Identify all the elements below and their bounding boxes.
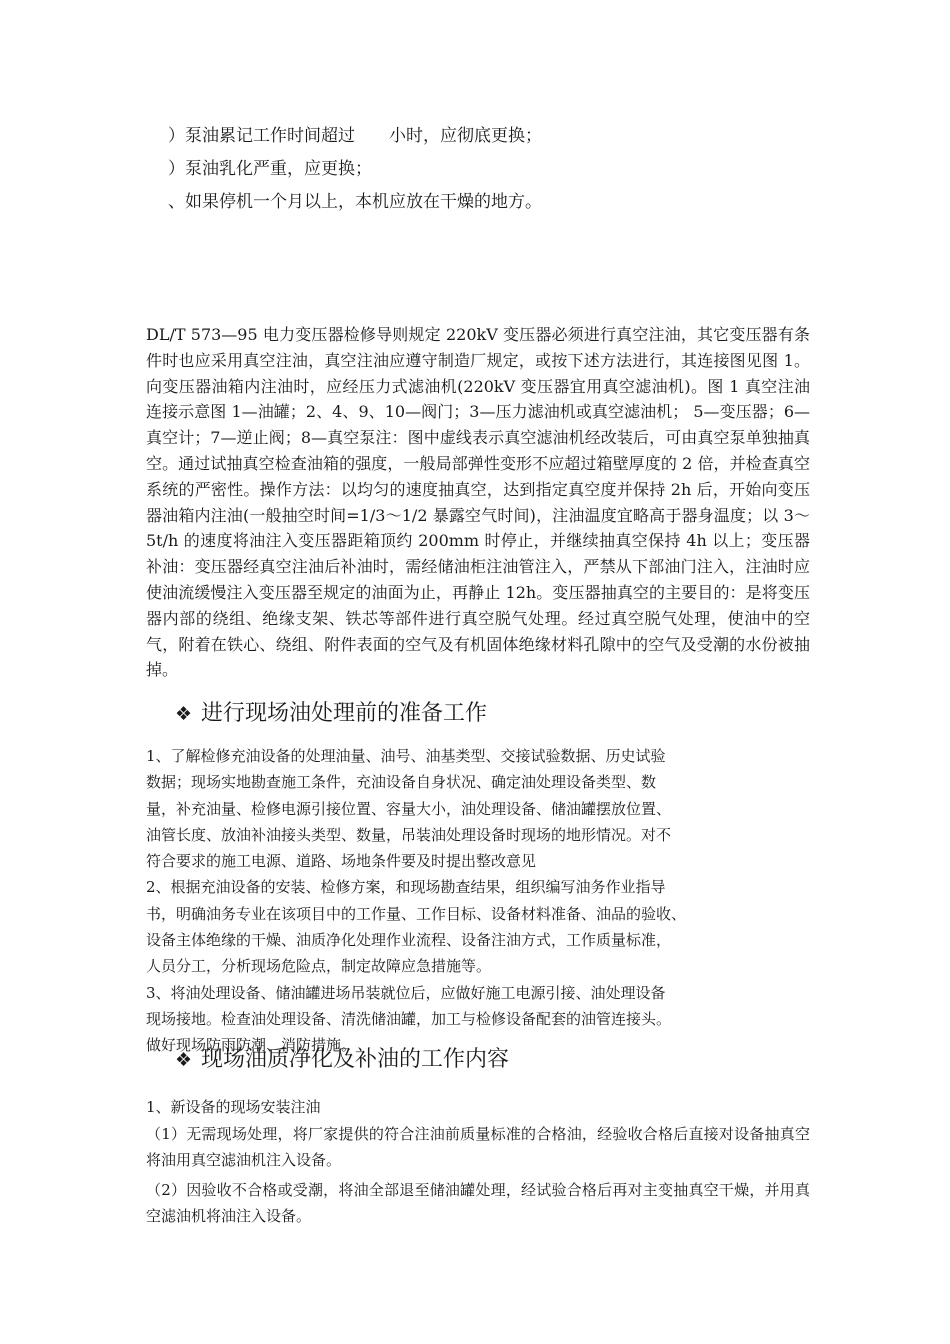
text-line: 符合要求的施工电源、道路、场地条件要及时提出整改意见	[146, 852, 537, 871]
text-line: 1、了解检修充油设备的处理油量、油号、油基类型、交接试验数据、历史试验	[146, 747, 666, 765]
vacuum-oil-injection-paragraph: DL/T 573—95 电力变压器检修导则规定 220kV 变压器必须进行真空注油，其它变压器有条件时也应采用真空注油，真空注油应遵守制造厂规定，或按下述方法进行，其连接图见图 1。向变压器油箱内注油时，应经压力式滤油机(220kV 变压器宜用真空滤油机)。图 1 真空注油连接示意图 1—油罐；2、4、9、10—阀门；3—压力滤油机或真空滤油机； 5—变压器；6—真空计；7—逆止阀；8—真空泵注：图中虚线表示真空滤油机经改装后，可由真空泵单独抽真空。通过试抽真空检查油箱的强度，一般局部弹性变形不应超过箱壁厚度的 2 倍，并检查真空系统的严密性。操作方法：以均匀的速度抽真空，达到指定真空度并保持 2h 后，开始向变压器油箱内注油(一般抽空时间=1/3～1/2 暴露空气时间)，注油温度宜略高于器身温度；以 3～5t/h 的速度将油注入变压器距箱顶约 200mm 时停止，并继续抽真空保持 4h 以上；变压器补油：变压器经真空注油后补油时，需经储油柜注油管注入，严禁从下部油门注入，注油时应使油流缓慢注入变压器至规定的油面为止，再静止 12h。变压器抽真空的主要目的：是将变压器内部的绕组、绝缘支架、铁芯等部件进行真空脱气处理。经过真空脱气处理，使油中的空气，附着在铁心、绕组、附件表面的空气及有机固体绝缘材料孔隙中的空气及受潮的水份被抽掉。	[146, 325, 810, 680]
text-paragraph: （1）无需现场处理，将厂家提供的符合注油前质量标准的合格油，经验收合格后直接对设备抽真空将油用真空滤油机注入设备。	[146, 1125, 810, 1169]
text-line: 量，补充油量、检修电源引接位置、容量大小，油处理设备、储油罐摆放位置、	[146, 799, 672, 818]
subsection-title: 1、新设备的现场安装注油	[146, 1098, 321, 1116]
section-heading-preparation	[175, 699, 487, 729]
text-line: 做好现场防雨防潮、消防措施。	[146, 1036, 357, 1055]
text-paragraph: （2）因验收不合格或受潮，将油全部退至储油罐处理，经试验合格后再对主变抽真空干燥，并用真空滤油机将油注入设备。	[146, 1181, 810, 1225]
text-line: 数据；现场实地勘查施工条件，充油设备自身状况、确定油处理设备类型、数	[146, 773, 657, 792]
list-item: ）泵油累记工作时间超过 小时，应彻底更换；	[168, 126, 542, 146]
text-line: 2、根据充油设备的安装、检修方案，和现场勘查结果，组织编写油务作业指导	[146, 878, 666, 897]
text-line: 书，明确油务专业在该项目中的工作量、工作目标、设备材料准备、油品的验收、	[146, 904, 687, 923]
purification-content	[146, 1093, 810, 1229]
text-line: 设备主体绝缘的干燥、油质净化处理作业流程、设备注油方式，工作质量标准，	[146, 931, 672, 950]
text-line: 油管长度、放油补油接头类型、数量，吊装油处理设备时现场的地形情况。对不	[146, 825, 672, 844]
diamond-bullet-icon: ❖	[175, 703, 193, 725]
list-item: 、如果停机一个月以上，本机应放在干燥的地方。	[168, 192, 542, 212]
section-title: 进行现场油处理前的准备工作	[201, 701, 488, 726]
text-line: 3、将油处理设备、储油罐进场吊装就位后，应做好施工电源引接、油处理设备	[146, 983, 666, 1002]
maintenance-notes-list	[168, 120, 808, 219]
section-heading-purification	[175, 1045, 509, 1075]
preparation-steps	[146, 743, 746, 1059]
text-line: 人员分工，分析现场危险点，制定故障应急措施等。	[146, 957, 492, 976]
text-line: 现场接地。检查油处理设备、清洗储油罐，加工与检修设备配套的油管连接头。	[146, 1009, 672, 1028]
list-item: ）泵油乳化严重，应更换；	[168, 159, 372, 179]
diamond-bullet-icon: ❖	[175, 1049, 193, 1071]
section-title: 现场油质净化及补油的工作内容	[201, 1047, 510, 1072]
